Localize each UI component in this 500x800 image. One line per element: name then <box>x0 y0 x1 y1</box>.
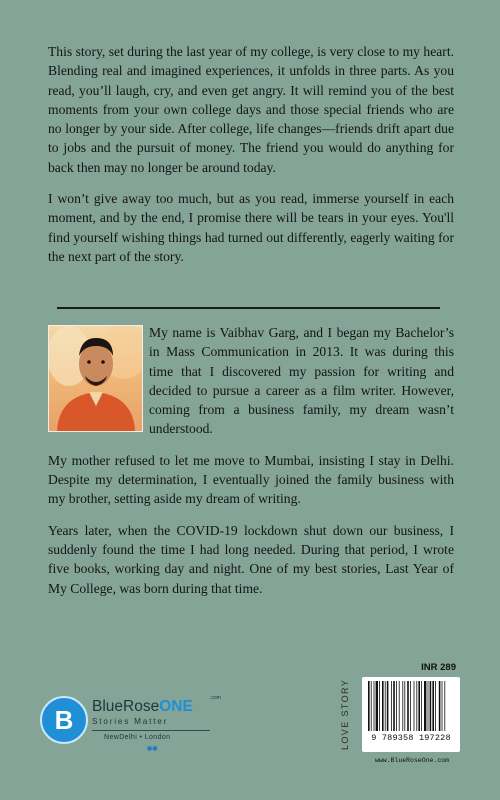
barcode-bars-icon <box>368 681 454 731</box>
barcode <box>362 677 460 752</box>
isbn-number: 9 789358 197228 <box>371 733 451 743</box>
publisher-website: www.BlueRoseOne.com <box>374 757 450 764</box>
author-paragraph: Years later, when the COVID-19 lockdown shut down our business, I suddenly found the time I had long needed. During that period, I wrote five books, working day and night. One of my best stories, Last Year of My College, was born during that time. <box>48 522 454 596</box>
genre-label: LOVE STORY <box>340 678 350 750</box>
author-bio <box>48 323 454 610</box>
blurb-paragraph: I won’t give away too much, but as you read, immerse yourself in each moment, and by the end, I promise there will be tears in your eyes. You'll find yourself wishing things had turned out differently, eagerly waiting for the next part of the story. <box>48 191 454 264</box>
blurb-paragraph: This story, set during the last year of my college, is very close to my heart. Blending real and imagined experiences, it unfolds in three parts. As you read, you’ll laugh, cry, and even get angry. It will remind you of the best moments from your own college days and those special friends who are no longer by your side. After college, life changes—friends drift apart due to jobs and the pursuit of money. The friend you would do anything for back then may no longer be around today. <box>48 44 454 175</box>
publisher-tagline: Stories Matter <box>92 717 169 726</box>
publisher-logo-icon: B <box>40 696 88 744</box>
book-blurb <box>48 42 454 278</box>
publisher-name: BlueRoseONE <box>92 698 193 715</box>
publisher-dots-icon: ●● <box>147 745 158 752</box>
section-divider <box>57 307 440 309</box>
author-paragraph: My mother refused to let me move to Mumbai, insisting I stay in Delhi. Despite my determination, I eventually joined the family business with my brother, setting aside my dream of writing. <box>48 452 454 507</box>
publisher-locations: NewDelhi • London <box>104 734 171 741</box>
publisher-logo <box>40 692 230 772</box>
author-paragraph: My name is Vaibhav Garg, and I began my Bachelor’s in Mass Communication in 2013. It was during this time that I discovered my passion for writing and decided to pursue a career as a film writer. However, coming from a business family, my dream wasn’t understood. <box>149 325 454 437</box>
price-label: INR 289 <box>421 662 456 673</box>
publisher-name-suffix: .com <box>210 695 221 701</box>
publisher-rule <box>92 730 210 731</box>
author-photo <box>48 325 143 432</box>
